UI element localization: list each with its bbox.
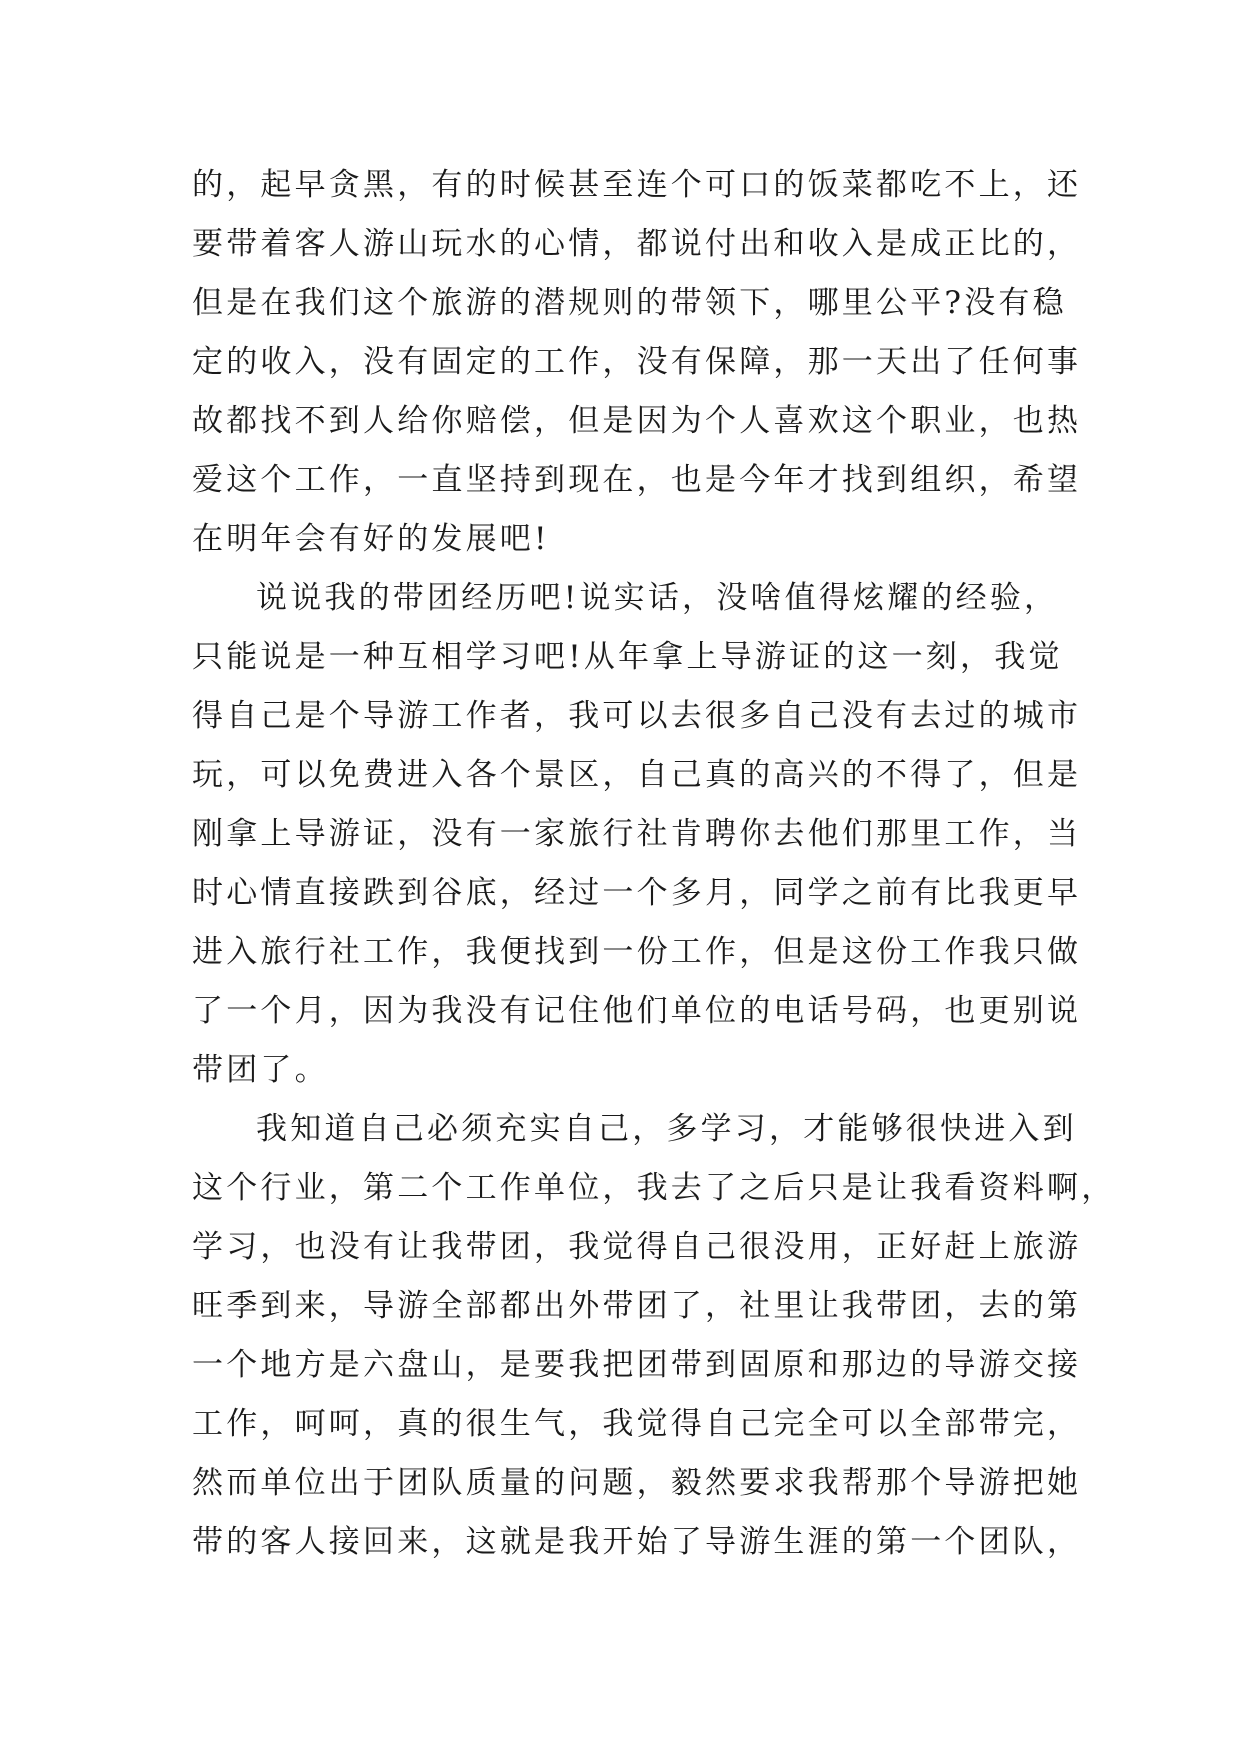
text-line: 我知道自己必须充实自己，多学习，才能够很快进入到	[256, 1111, 1077, 1147]
text-line: 得自己是个导游工作者，我可以去很多自己没有去过的城市	[192, 698, 1082, 734]
text-line: 进入旅行社工作，我便找到一份工作，但是这份工作我只做	[192, 934, 1082, 970]
text-line: 旺季到来，导游全部都出外带团了，社里让我带团，去的第	[192, 1288, 1082, 1324]
text-line: 带团了。	[192, 1052, 329, 1088]
body-text	[192, 156, 1116, 1572]
text-line: 在明年会有好的发展吧!	[192, 521, 550, 557]
text-line: 这个行业，第二个工作单位，我去了之后只是让我看资料啊，	[192, 1170, 1116, 1206]
text-line: 工作，呵呵，真的很生气，我觉得自己完全可以全部带完，	[192, 1406, 1082, 1442]
text-line: 的，起早贪黑，有的时候甚至连个可口的饭菜都吃不上，还	[192, 167, 1082, 203]
text-line: 爱这个工作，一直坚持到现在，也是今年才找到组织，希望	[192, 462, 1082, 498]
text-line: 故都找不到人给你赔偿，但是因为个人喜欢这个职业，也热	[192, 403, 1082, 439]
text-line: 要带着客人游山玩水的心情，都说付出和收入是成正比的，	[192, 226, 1082, 262]
text-line: 玩，可以免费进入各个景区，自己真的高兴的不得了，但是	[192, 757, 1082, 793]
text-line: 刚拿上导游证，没有一家旅行社肯聘你去他们那里工作，当	[192, 816, 1082, 852]
text-line: 时心情直接跌到谷底，经过一个多月，同学之前有比我更早	[192, 875, 1082, 911]
text-line: 带的客人接回来，这就是我开始了导游生涯的第一个团队，	[192, 1524, 1082, 1560]
text-line: 只能说是一种互相学习吧!从年拿上导游证的这一刻，我觉	[192, 639, 1063, 675]
text-line: 学习，也没有让我带团，我觉得自己很没用，正好赶上旅游	[192, 1229, 1082, 1265]
text-line: 一个地方是六盘山，是要我把团带到固原和那边的导游交接	[192, 1347, 1082, 1383]
text-line: 了一个月，因为我没有记住他们单位的电话号码，也更别说	[192, 993, 1082, 1029]
text-line: 定的收入，没有固定的工作，没有保障，那一天出了任何事	[192, 344, 1082, 380]
text-line: 但是在我们这个旅游的潜规则的带领下，哪里公平?没有稳	[192, 285, 1067, 321]
text-line: 然而单位出于团队质量的问题，毅然要求我帮那个导游把她	[192, 1465, 1082, 1501]
text-line: 说说我的带团经历吧!说实话，没啥值得炫耀的经验，	[256, 580, 1059, 616]
